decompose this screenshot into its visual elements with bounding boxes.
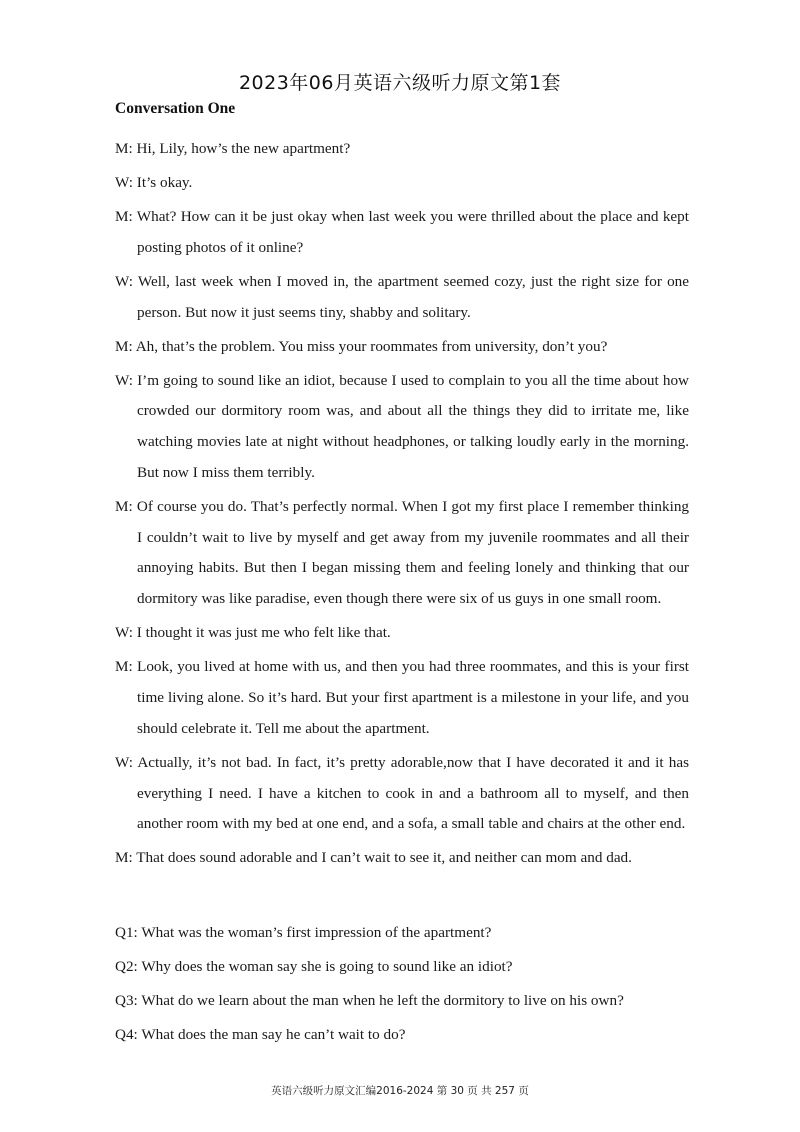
speaker-label: M: [115,140,133,157]
question-text: What was the woman’s first impression of the apartment? [141,924,492,941]
page-title: 2023年06月英语六级听力原文第1套 [238,72,562,94]
speaker-label: M: [115,497,133,515]
turn-text: Well, last week when I moved in, the apartment seemed cozy, just the right size for one person. But now it just seems tiny, shabby and solitary. [137,272,689,321]
turn-text: Look, you lived at home with us, and then you had three roommates, and this is your first time living alone. So it’s hard. But your first apartment is a milestone in your life, and you should celebrate it. Tell me about the apartment. [137,658,690,737]
speaker-label: M: [115,337,133,355]
question-item [115,952,689,983]
turn-text: Hi, Lily, how’s the new apartment? [136,140,351,157]
section-heading: Conversation One [115,100,236,117]
dialogue-turn [115,843,689,874]
dialogue-turn [115,202,689,264]
dialogue-turn [115,134,689,165]
dialogue-turn [115,652,689,744]
turn-text: Actually, it’s not bad. In fact, it’s pretty adorable,now that I have decorated it and it has everything I need. I have a kitchen to cook in and a bathroom all to myself, and then another room with my bed at one end, and a sofa, a small table and chairs at the other end. [137,753,689,833]
turn-text: What? How can it be just okay when last week you were thrilled about the place and kept posting photos of it online? [136,207,689,256]
turn-text: Ah, that’s the problem. You miss your roommates from university, don’t you? [135,337,608,355]
question-text: What do we learn about the man when he left the dormitory to live on his own? [141,991,624,1009]
question-list [115,918,689,1054]
speaker-label: M: [115,658,133,676]
speaker-label: W: [115,371,133,389]
question-item [115,1020,689,1051]
question-text: Why does the woman say she is going to sound like an idiot? [141,957,513,975]
dialogue-turn [115,366,689,489]
turn-text: It’s okay. [136,173,193,191]
speaker-label: W: [115,753,133,771]
question-text: What does the man say he can’t wait to do? [141,1025,406,1043]
dialogue-turn [115,332,689,363]
dialogue-turn [115,492,689,615]
turn-text: I’m going to sound like an idiot, because I used to complain to you all the time about how crowded our dormitory room was, and about all the things they did to irritate me, like watching movies late at night without headphones, or talking loudly early in the morning. But now I miss them terribly. [137,371,690,481]
question-item [115,918,689,949]
dialogue-turn [115,748,689,840]
dialogue-turn [115,168,689,199]
question-label: Q1: [115,924,138,941]
turn-text: That does sound adorable and I can’t wait to see it, and neither can mom and dad. [136,849,632,867]
dialogue-turn [115,618,689,649]
turn-text: I thought it was just me who felt like that. [136,624,391,642]
speaker-label: W: [115,173,133,191]
question-label: Q4: [115,1025,138,1043]
dialogue [115,134,689,877]
question-item [115,986,689,1017]
page-footer: 英语六级听力原文汇编2016-2024 第 30 页 共 257 页 [271,1085,529,1097]
dialogue-turn [115,267,689,329]
speaker-label: W: [115,624,133,642]
question-label: Q3: [115,991,138,1009]
turn-text: Of course you do. That’s perfectly normal. When I got my first place I remember thinking I couldn’t wait to live by myself and get away from my juvenile roommates and all their annoying habits. But then I began missing them and feeling lonely and thinking that our dormitory was like paradise, even though there were six of us guys in one small room. [136,497,690,608]
speaker-label: M: [115,207,133,225]
question-label: Q2: [115,957,138,975]
speaker-label: W: [115,272,133,290]
speaker-label: M: [115,849,133,867]
